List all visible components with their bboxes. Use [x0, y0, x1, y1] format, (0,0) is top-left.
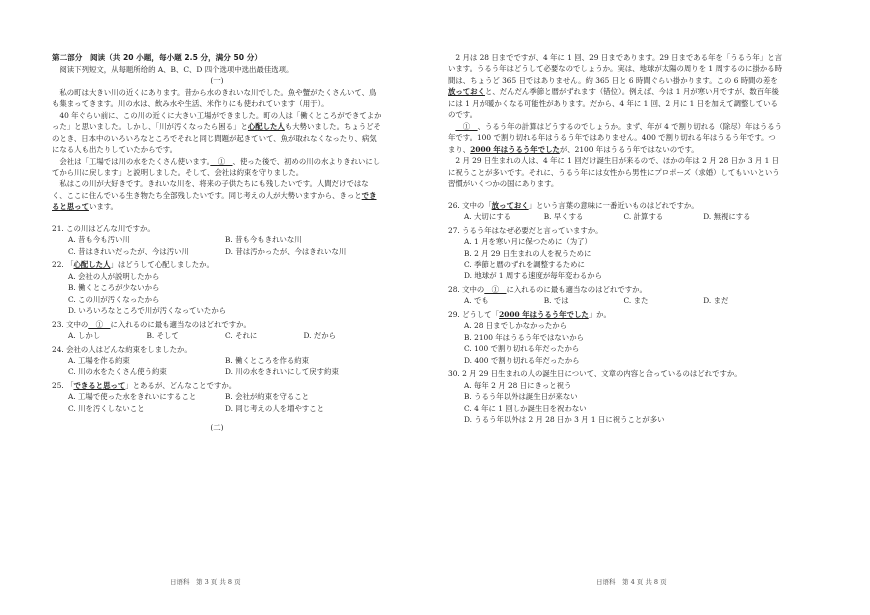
question-30	[448, 368, 783, 425]
section-title: 第二部分 阅读（共 20 小题，每小题 2.5 分，满分 50 分）	[52, 53, 262, 62]
underlined-phrase: 心配した人	[73, 260, 111, 270]
option-d: D. まだ	[703, 296, 729, 306]
question-21	[52, 223, 382, 257]
option-c: C. 川を汚くしないこと	[68, 403, 145, 413]
text: 」か。	[588, 309, 611, 319]
question-23	[52, 319, 382, 342]
text: 、うるう年の計算はどうするのでしょうか。まず、年が 4 で割り切れる（除尽）年はうるう年です。	[448, 121, 783, 143]
question-24	[52, 344, 382, 378]
blank-1: ①	[88, 319, 111, 329]
text: 28. 文中の	[448, 284, 485, 294]
option-d: D. 昔は汚かったが、今はきれいな川	[225, 246, 347, 256]
option-a: A. 工場で使った水をきれいにすること	[68, 392, 197, 402]
text: に入れるのに最も適当なのはどれですか。	[110, 319, 251, 329]
underlined-phrase: 2000 年はうるう年でした	[470, 144, 560, 154]
question-27	[448, 225, 783, 282]
option-d: D. 400 で割り切れる年だったから	[464, 355, 580, 365]
question-25	[52, 380, 382, 414]
question-stem: 24. 会社の人はどんな約束をしましたか。	[52, 344, 192, 354]
option-d: D. うるう年以外は 2 月 28 日か 3 月 1 日に祝うことが多い	[464, 415, 665, 425]
option-b: B. 2100 年はうるう年ではないから	[464, 332, 584, 342]
text: と、だんだん季節と暦がずれます（错位）。例えば、今は 1 月が寒い月ですが、数百年後には 1 月が暖かくなる可能性があります。だから、4 年に 1 回、2 月に 1 日を加えて調整しているのです。	[448, 87, 779, 120]
option-a: A. 昔も今も汚い川	[68, 235, 130, 245]
question-28	[448, 284, 783, 307]
question-stem: 27. うるう年はなぜ必要だと言っていますか。	[448, 225, 603, 235]
option-a: A. 28 日までしかなかったから	[464, 321, 568, 331]
option-b: B. 働くところを作る約束	[225, 356, 310, 366]
question-stem: 21. この川はどんな川ですか。	[52, 223, 155, 233]
passage1-marker: (一)	[210, 76, 224, 86]
option-d: D. いろいろなところで川が汚くなっていたから	[68, 306, 227, 316]
text: も大勢いました。ちょうどそのとき、日本中のいろいろなところでそれと同じ問題が起きていて、魚が取れなくなったり、病気になる人も出たりしていたからです。	[52, 122, 381, 155]
option-a: A. 会社の人が説明したから	[68, 271, 160, 281]
option-a: A. 大切にする	[464, 212, 511, 222]
passage1-paragraph1: 私の町は大きい川の近くにあります。昔から水のきれいな川でした。魚や蟹がたくさんいて、鳥も集まってきます。川の水は、飲み水や生活、米作りにも使われています（用于）。	[52, 87, 377, 109]
text: が、2100 年はうるう年ではないのです。	[559, 144, 699, 154]
text: 私はこの川が大好きです。きれいな川を、将来の子供たちにも残したいです。人間だけではなく、ここに住んでいる生き物たち全部残したいです。同じ考えの人が大勢いますから、きっと	[52, 179, 369, 200]
option-c: C. 計算する	[623, 212, 664, 222]
question-stem: 30. 2 月 29 日生まれの人の誕生日について、文章の内容と合っているのはどれですか。	[448, 369, 742, 379]
underlined-phrase: 放っておく	[491, 200, 529, 210]
passage2-paragraph1	[448, 52, 783, 121]
instruction: 阅读下列短文，从每题所给的 A、B、C、D 四个选项中选出最佳选项。	[59, 64, 294, 74]
left-column	[52, 52, 382, 434]
option-a: A. 毎年 2 月 28 日にきっと祝う	[464, 380, 572, 390]
option-b: B. うるう年以外は誕生日が来ない	[464, 392, 578, 402]
underlined-phrase: できると思って	[52, 190, 377, 212]
passage2-paragraph2	[448, 121, 783, 155]
option-a: A. 1 月を寒い月に保つために（为了）	[464, 237, 592, 247]
option-d: D. 同じ考えの人を増やすこと	[225, 403, 325, 413]
option-c: C. また	[623, 296, 649, 306]
option-b: B. 会社が約束を守ること	[225, 392, 310, 402]
option-b: B. 早くする	[543, 212, 584, 222]
option-b: B. 2 月 29 日生まれの人を祝うために	[464, 248, 592, 258]
option-b: B. そして	[146, 331, 179, 341]
text: 」という言葉の意味に一番近いものはどれですか。	[528, 200, 699, 210]
option-c: C. 季節と暦のずれを調整するために	[464, 259, 585, 269]
page-footer-left: 日语科 第 3 页 共 8 页	[170, 578, 241, 586]
option-a: A. でも	[464, 296, 489, 306]
text: 」はどうして心配しましたか。	[110, 260, 214, 270]
option-c: C. 川の水をたくさん使う約束	[68, 367, 167, 377]
text: 会社は「工場では川の水をたくさん使います。	[59, 156, 211, 166]
question-stem	[52, 380, 382, 391]
passage1-paragraph2	[52, 110, 382, 156]
option-d: D. 川の水をきれいにして戻す約束	[225, 367, 339, 377]
underlined-phrase: できると思って	[73, 380, 126, 390]
text: 26. 文中の「	[448, 200, 492, 210]
option-b: B. 昔も今もきれいな川	[225, 235, 302, 245]
blank-1: ①	[210, 156, 233, 166]
question-stem	[448, 284, 783, 295]
passage2-marker: (二)	[210, 423, 224, 433]
blank-1: ①	[455, 121, 478, 131]
text: 22. 「	[52, 260, 74, 270]
option-a: A. しかし	[68, 331, 101, 341]
right-column	[448, 52, 783, 426]
text: 100 で割り切れる年はうるう年ではありません。400 で割り切れる年はうるう年です。つまり、	[448, 133, 776, 154]
option-d: D. 無視にする	[703, 212, 751, 222]
passage1-paragraph4	[52, 178, 382, 212]
option-b: B. 働くところが少ないから	[68, 283, 160, 293]
text: 」とあるが、どんなことですか。	[125, 380, 237, 390]
underlined-phrase: 心配した人	[247, 122, 285, 132]
option-b: B. では	[543, 296, 569, 306]
text: 2 月は 28 日までですが、4 年に 1 回、29 日まであります。29 日まである年を「うるう年」と言います。うるう年はどうして必要なのでしょうか。実は、地球が太陽の周りを 1 周するのに掛かる時間は、ちょうど 365 日ではありません。約 365 日と 6 時間ぐらい掛かります。この 6 時間の差を	[448, 53, 783, 85]
text: 29. どうして「	[448, 309, 500, 319]
question-stem	[448, 200, 783, 211]
option-c: C. それに	[225, 331, 258, 341]
question-stem	[52, 259, 382, 270]
question-22	[52, 259, 382, 316]
question-26	[448, 200, 783, 223]
question-29	[448, 309, 783, 366]
text: 25. 「	[52, 380, 74, 390]
option-d: D. 地球が 1 周する速度が毎年変わるから	[464, 271, 603, 281]
passage2-paragraph3: 2 月 29 日生まれの人は、4 年に 1 回だけ誕生日が来るので、ほかの年は 2 月 28 日か 3 月 1 日に祝うことが多いです。それに、うるう年には女性から男性にプロポーズ（求婚）してもいいという習慣がいくつかの国にあります。	[448, 156, 780, 189]
option-a: A. 工場を作る約束	[68, 356, 130, 366]
passage1-paragraph3	[52, 156, 382, 179]
text: 23. 文中の	[52, 319, 89, 329]
question-stem	[52, 319, 382, 330]
option-c: C. 100 で割り切れる年だったから	[464, 344, 580, 354]
option-c: C. この川が汚くなったから	[68, 294, 160, 304]
blank-1: ①	[484, 284, 507, 294]
text: います。	[88, 202, 118, 212]
text: 、使った後で、初めの川の水よりきれいにしてから川に戻します」と説明しました。そして、会社は約束を守りました。	[52, 156, 381, 177]
option-c: C. 4 年に 1 回しか誕生日を祝わない	[464, 403, 587, 413]
text: に入れるのに最も適当なのはどれですか。	[506, 284, 647, 294]
page-footer-right: 日语科 第 4 页 共 8 页	[596, 578, 667, 586]
option-c: C. 昔はきれいだったが、今は汚い川	[68, 246, 189, 256]
text: 40 年ぐらい前に、この川の近くに大きい工場ができました。町の人は「働くところができてよかった」と思いました。しかし、「川が汚くなったら困る」と	[52, 110, 382, 132]
question-stem	[448, 309, 783, 320]
underlined-phrase: 2000 年はうるう年でした	[499, 309, 589, 319]
underlined-phrase: 放っておく	[448, 87, 485, 97]
option-d: D. だから	[303, 331, 337, 341]
